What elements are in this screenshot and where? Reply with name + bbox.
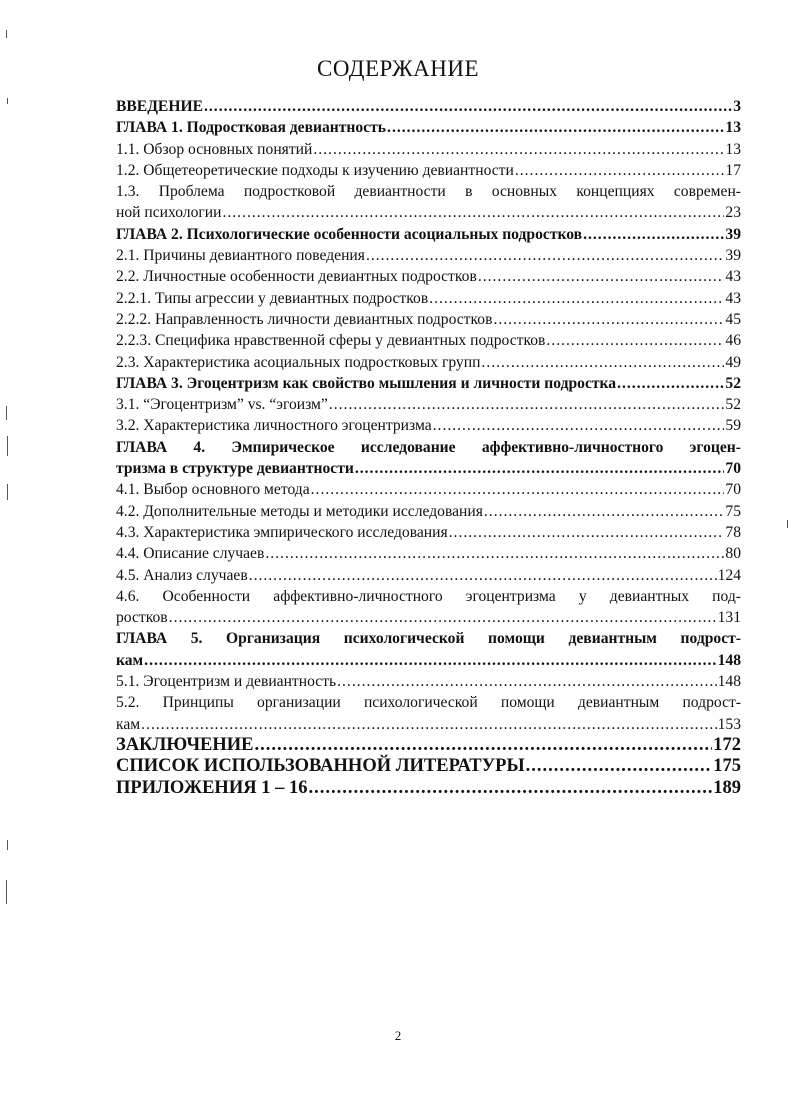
toc-entry-page: 148 <box>717 651 741 669</box>
dot-leader <box>329 394 725 415</box>
toc-entry-title: ростков <box>116 609 168 627</box>
toc-entry-page: 175 <box>713 756 741 777</box>
toc-entry-page: 39 <box>725 247 741 265</box>
toc-entry-page: 70 <box>725 460 741 478</box>
toc-entry-title: 3.1. “Эгоцентризм” vs. “эгоизм” <box>116 396 328 414</box>
toc-entry <box>116 437 741 458</box>
dot-leader <box>204 96 732 117</box>
toc-entry-title: 1.2. Общетеоретические подходы к изучению девиантности <box>116 161 514 179</box>
toc-entry <box>116 479 741 500</box>
scan-mark <box>7 436 8 456</box>
toc-entry-page: 153 <box>717 715 741 733</box>
toc-entry-page: 75 <box>725 502 741 520</box>
toc-entry <box>116 501 741 522</box>
dot-leader <box>583 224 724 245</box>
toc-entry-title: ЗАКЛЮЧЕНИЕ <box>116 734 254 755</box>
toc-entry <box>116 778 741 799</box>
toc-entry <box>116 330 741 351</box>
toc-entry-title: 2.3. Характеристика асоциальных подростковых групп <box>116 353 481 371</box>
toc-entry-title: 4.6. Особенности аффективно-личностного эгоцентризма у девиантных под- <box>116 587 741 605</box>
toc-entry-page: 23 <box>725 204 741 222</box>
toc-entry <box>116 117 741 138</box>
toc-entry <box>116 522 741 543</box>
toc-entry-page: 17 <box>725 161 741 179</box>
toc-entry-page: 78 <box>725 523 741 541</box>
table-of-contents <box>116 96 741 799</box>
scan-mark <box>6 30 7 38</box>
dot-leader <box>484 501 725 522</box>
toc-entry <box>116 181 741 202</box>
scan-mark <box>6 406 7 420</box>
toc-entry-page: 80 <box>725 545 741 563</box>
scan-mark <box>7 98 8 104</box>
dot-leader <box>355 458 725 479</box>
dot-leader <box>478 266 725 287</box>
toc-entry-page: 52 <box>725 396 741 414</box>
toc-entry <box>116 586 741 607</box>
toc-entry <box>116 650 741 671</box>
toc-entry-title: ГЛАВА 5. Организация психологической помощи девиантным подрост- <box>116 630 741 648</box>
toc-entry-title: кам <box>116 715 141 733</box>
toc-entry-title: ГЛАВА 4. Эмпирическое исследование аффективно-личностного эгоцен- <box>116 438 741 456</box>
toc-entry-page: 59 <box>725 417 741 435</box>
dot-leader <box>308 778 712 799</box>
toc-entry-title: 2.2.2. Направленность личности девиантных подростков <box>116 310 493 328</box>
toc-entry <box>116 714 741 735</box>
toc-entry <box>116 671 741 692</box>
toc-entry <box>116 628 741 649</box>
dot-leader <box>311 479 725 500</box>
scan-mark <box>6 880 7 904</box>
dot-leader <box>366 245 724 266</box>
toc-entry-page: 172 <box>713 734 741 755</box>
toc-entry-page: 49 <box>725 353 741 371</box>
toc-entry-title: 5.2. Принципы организации психологической помощи девиантным подрост- <box>116 694 741 712</box>
toc-entry <box>116 266 741 287</box>
toc-entry <box>116 735 741 756</box>
dot-leader <box>249 565 717 586</box>
toc-entry-title: ГЛАВА 3. Эгоцентризм как свойство мышления и личности подростка <box>116 374 617 392</box>
toc-entry-page: 131 <box>717 609 741 627</box>
scan-mark <box>7 840 8 850</box>
scan-mark <box>787 520 788 528</box>
page-title: СОДЕРЖАНИЕ <box>316 56 479 81</box>
toc-entry-title: 4.4. Описание случаев <box>116 545 265 563</box>
toc-entry-title: 1.1. Обзор основных понятий <box>116 140 313 158</box>
toc-entry-title: ГЛАВА 2. Психологические особенности асоциальных подростков <box>116 225 583 243</box>
toc-entry <box>116 565 741 586</box>
page-number: 2 <box>394 1028 402 1043</box>
toc-entry <box>116 543 741 564</box>
toc-entry-title: ной психологии <box>116 204 222 222</box>
toc-entry <box>116 202 741 223</box>
dot-leader <box>387 117 724 138</box>
toc-entry-page: 189 <box>713 777 741 798</box>
toc-entry <box>116 458 741 479</box>
toc-entry <box>116 96 741 117</box>
dot-leader <box>515 160 725 181</box>
toc-entry <box>116 288 741 309</box>
toc-entry <box>116 309 741 330</box>
toc-entry <box>116 394 741 415</box>
toc-entry-page: 3 <box>733 98 741 115</box>
toc-entry-title: ВВЕДЕНИЕ <box>116 98 203 115</box>
toc-entry <box>116 139 741 160</box>
toc-entry-page: 13 <box>725 119 741 137</box>
toc-entry-page: 52 <box>725 374 741 392</box>
dot-leader <box>546 330 724 351</box>
dot-leader <box>313 139 724 160</box>
toc-entry-page: 45 <box>725 310 741 328</box>
toc-entry-title: 4.2. Дополнительные методы и методики исследования <box>116 502 483 520</box>
toc-entry <box>116 352 741 373</box>
toc-entry-title: 2.1. Причины девиантного поведения <box>116 247 365 265</box>
dot-leader <box>222 202 724 223</box>
toc-entry-title: 5.1. Эгоцентризм и девиантность <box>116 673 337 691</box>
dot-leader <box>255 735 713 756</box>
toc-entry <box>116 756 741 777</box>
scan-mark <box>7 484 8 500</box>
toc-entry-title: кам <box>116 651 144 669</box>
toc-entry-title: 2.2. Личностные особенности девиантных подростков <box>116 268 477 286</box>
dot-leader <box>169 607 717 628</box>
toc-entry-page: 13 <box>725 140 741 158</box>
toc-entry <box>116 415 741 436</box>
toc-entry-title: 4.5. Анализ случаев <box>116 566 248 584</box>
toc-entry-page: 43 <box>725 268 741 286</box>
dot-leader <box>337 671 716 692</box>
toc-entry <box>116 224 741 245</box>
toc-entry-title: 2.2.3. Специфика нравственной сферы у девиантных подростков <box>116 332 546 350</box>
toc-entry-title: ГЛАВА 1. Подростковая девиантность <box>116 119 387 137</box>
toc-entry <box>116 160 741 181</box>
toc-entry <box>116 245 741 266</box>
toc-entry <box>116 373 741 394</box>
dot-leader <box>429 288 724 309</box>
toc-entry-title: 1.3. Проблема подростковой девиантности в основных концепциях современ- <box>116 183 741 201</box>
toc-entry-page: 46 <box>725 332 741 350</box>
dot-leader <box>449 522 725 543</box>
toc-entry <box>116 607 741 628</box>
dot-leader <box>493 309 724 330</box>
toc-entry-page: 70 <box>725 481 741 499</box>
toc-entry-title: 3.2. Характеристика личностного эгоцентризма <box>116 417 432 435</box>
toc-entry <box>116 692 741 713</box>
toc-entry-title: 4.1. Выбор основного метода <box>116 481 310 499</box>
toc-entry-page: 124 <box>717 566 741 584</box>
toc-entry-title: СПИСОК ИСПОЛЬЗОВАННОЙ ЛИТЕРАТУРЫ <box>116 756 525 777</box>
toc-entry-page: 148 <box>717 673 741 691</box>
dot-leader <box>433 415 725 436</box>
toc-entry-title: ПРИЛОЖЕНИЯ 1 – 16 <box>116 777 308 798</box>
dot-leader <box>141 714 716 735</box>
dot-leader <box>481 352 724 373</box>
dot-leader <box>265 543 724 564</box>
toc-entry-title: 4.3. Характеристика эмпирического исследования <box>116 523 448 541</box>
toc-entry-page: 39 <box>725 225 741 243</box>
dot-leader <box>526 756 713 777</box>
dot-leader <box>144 650 716 671</box>
toc-entry-page: 43 <box>725 289 741 307</box>
dot-leader <box>617 373 724 394</box>
toc-entry-title: 2.2.1. Типы агрессии у девиантных подростков <box>116 289 429 307</box>
toc-entry-title: тризма в структуре девиантности <box>116 460 354 478</box>
